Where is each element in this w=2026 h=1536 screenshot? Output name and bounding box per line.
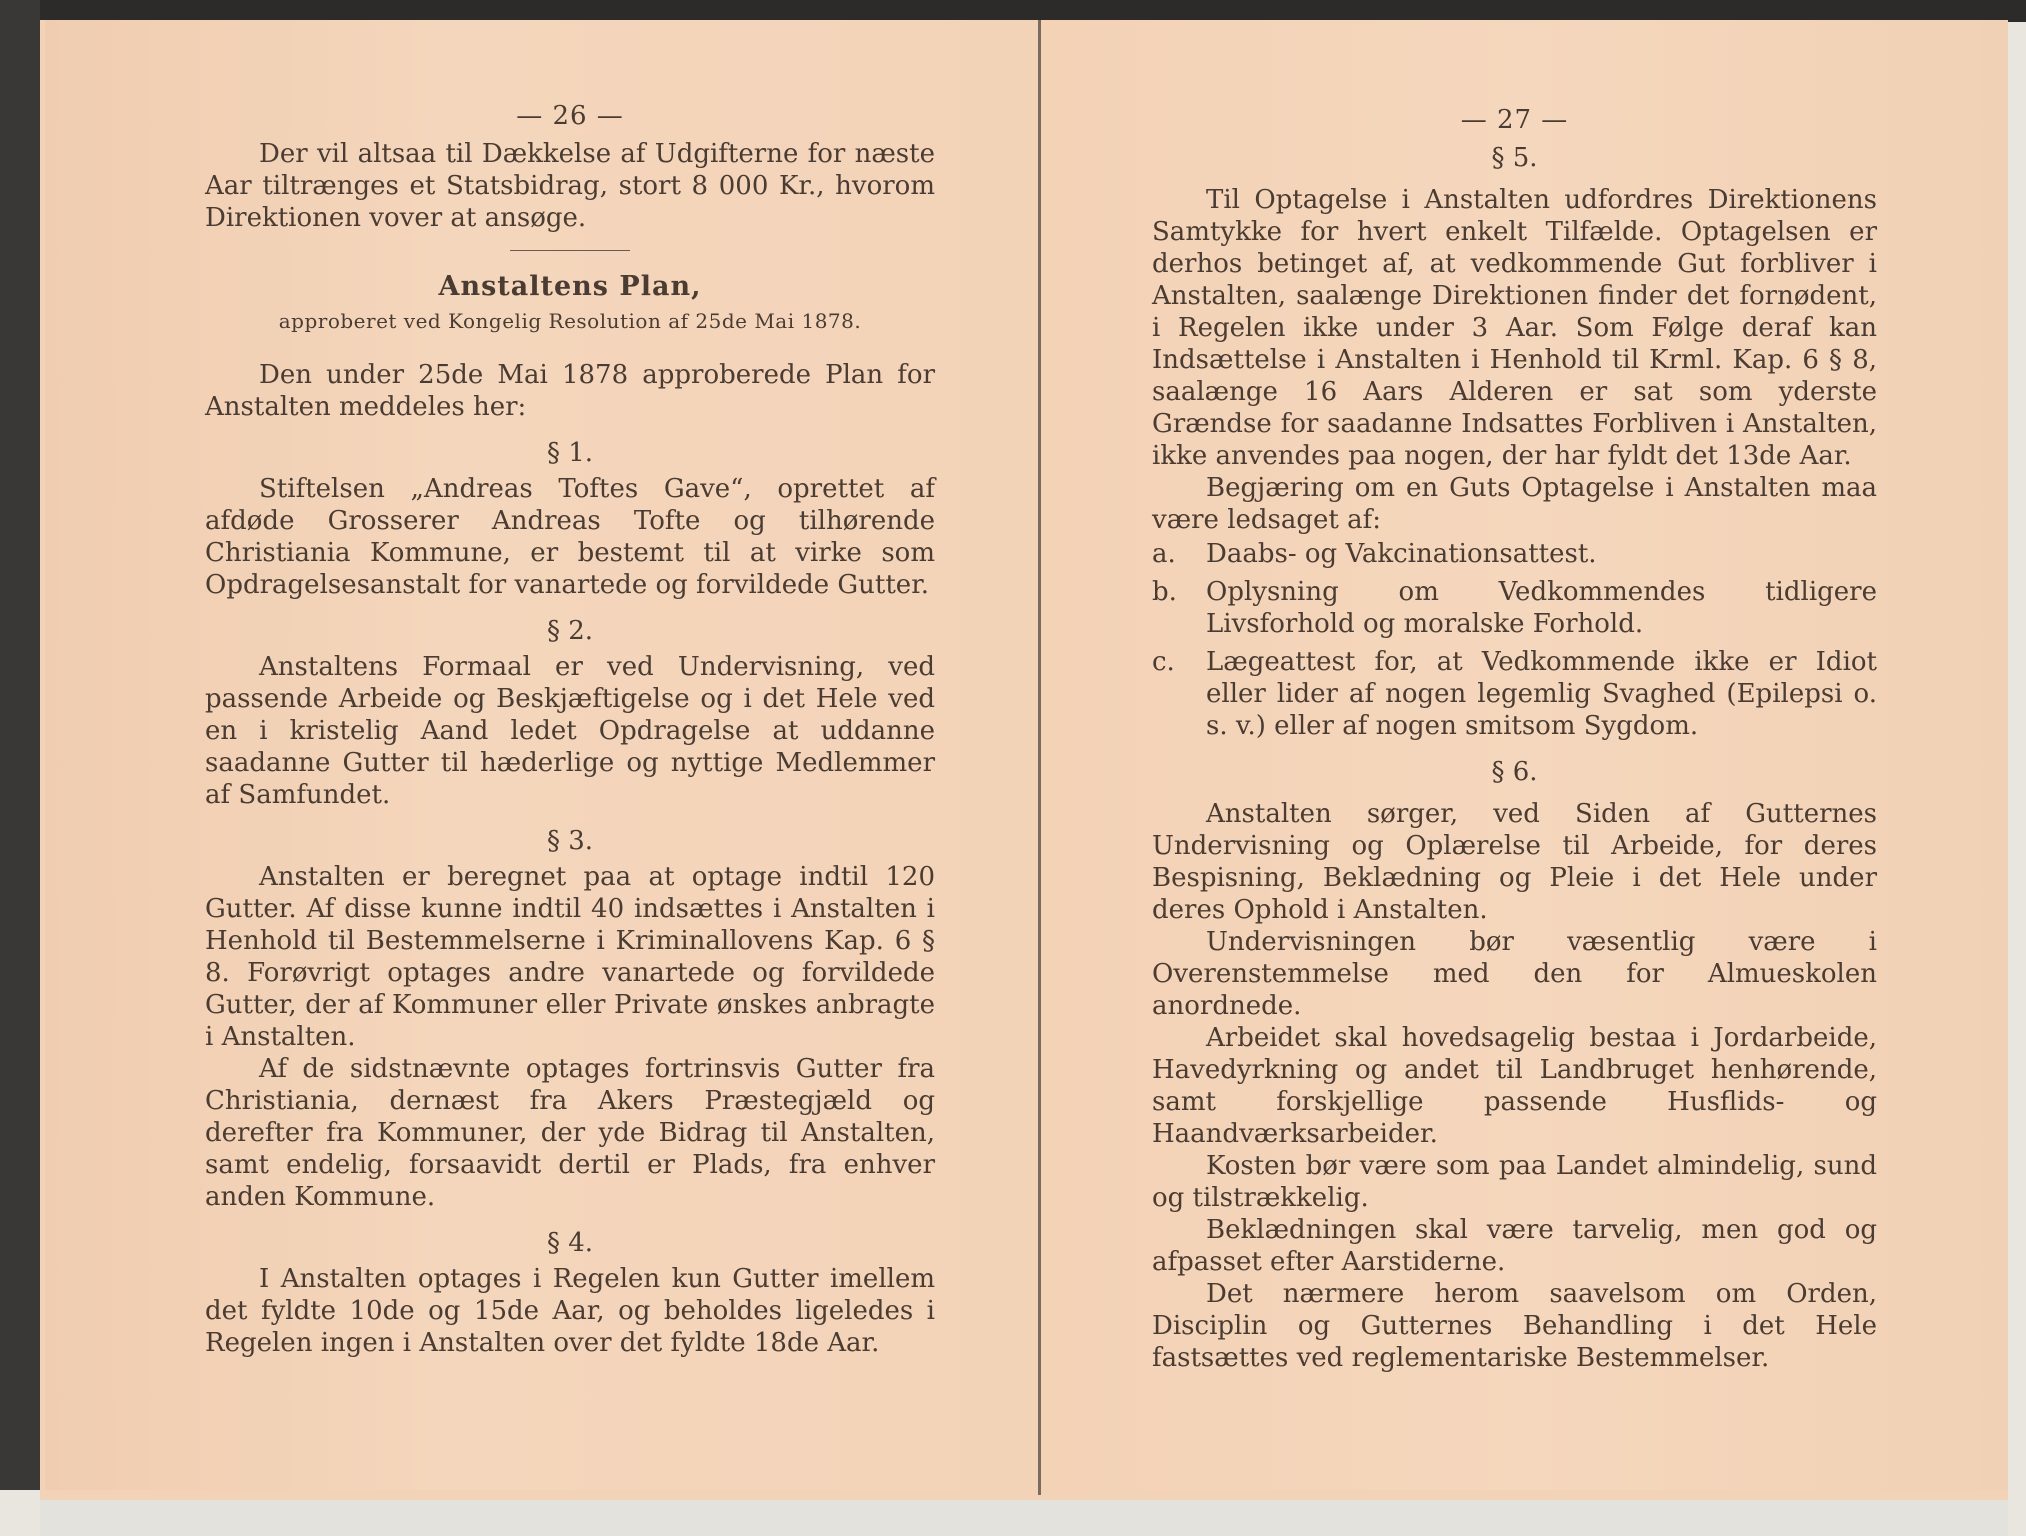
list-item-label: b.	[1152, 577, 1177, 607]
section-2-heading: § 2.	[546, 616, 594, 646]
plan-title: Anstaltens Plan,	[438, 271, 702, 302]
page-number-26: — 26 —	[516, 101, 624, 131]
scan-bottom-band	[40, 1500, 2008, 1536]
section-6-text-5: Beklædningen skal være tarvelig, men god og afpasset efter Aarstiderne.	[1152, 1215, 1877, 1277]
section-5-text-1: Til Optagelse i Anstalten udfordres Direktionens Samtykke for hvert enkelt Tilfælde. Optagelsen er derhos betinget af, at vedkommende Gut forbliver i Anstalten, saalænge Direktionen finder det fornødent, i Regelen ikke under 3 Aar. Som Følge deraf kan Indsættelse i Anstalten i Henhold til Krml. Kap. 6 § 8, saalænge 16 Aars Alderen er sat som yderste Grændse for saadanne Indsattes Forbliven i Anstalten, ikke anvendes paa nogen, der har fyldt det 13de Aar.	[1152, 185, 1877, 471]
book-gutter	[1038, 20, 1041, 1495]
section-divider	[510, 250, 630, 251]
list-item-label: c.	[1152, 647, 1175, 677]
list-item	[1152, 646, 1877, 742]
list-item-text: Oplysning om Vedkommendes tidligere Livsforhold og moralske Forhold.	[1206, 577, 1877, 639]
section-6-text-2: Undervisningen bør væsentlig være i Overenstemmelse med den for Almueskolen anordnede.	[1152, 927, 1877, 1021]
section-1-heading: § 1.	[546, 438, 594, 468]
list-item-text: Lægeattest for, at Vedkommende ikke er Idiot eller lider af nogen legemlig Svaghed (Epilepsi o. s. v.) eller af nogen smitsom Sygdom.	[1206, 647, 1877, 741]
section-6-text-1: Anstalten sørger, ved Siden af Gutternes Undervisning og Oplærelse til Arbeide, for deres Bespisning, Beklædning og Pleie i det Hele under deres Ophold i Anstalten.	[1152, 799, 1877, 925]
intro-paragraph: Der vil altsaa til Dækkelse af Udgifterne for næste Aar tiltrænges et Statsbidrag, stort 8 000 Kr., hvorom Direktionen vover at ansøge.	[205, 139, 935, 233]
page-number-27: — 27 —	[1460, 105, 1569, 135]
section-2-text: Anstaltens Formaal er ved Undervisning, ved passende Arbeide og Beskjæftigelse og i det Hele ved en i kristelig Aand ledet Opdragelse at uddanne saadanne Gutter til hæderlige og nyttige Medlemmer af Samfundet.	[205, 652, 935, 810]
list-item	[1152, 538, 1877, 570]
list-item-text: Daabs- og Vakcinationsattest.	[1206, 539, 1597, 569]
scan-top-border	[0, 0, 2026, 22]
plan-intro-paragraph: Den under 25de Mai 1878 approberede Plan for Anstalten meddeles her:	[205, 360, 935, 422]
section-4-text: I Anstalten optages i Regelen kun Gutter imellem det fyldte 10de og 15de Aar, og beholdes ligeledes i Regelen ingen i Anstalten over det fyldte 18de Aar.	[205, 1264, 935, 1358]
section-6-text-4: Kosten bør være som paa Landet almindelig, sund og tilstrækkelig.	[1152, 1151, 1877, 1213]
plan-subtitle: approberet ved Kongelig Resolution af 25de Mai 1878.	[278, 309, 862, 333]
section-4-heading: § 4.	[546, 1228, 594, 1258]
scan-left-border	[0, 0, 40, 1490]
list-item-label: a.	[1152, 539, 1176, 569]
left-page-text	[205, 100, 935, 1359]
list-item	[1152, 576, 1877, 640]
right-page-text	[1152, 104, 1877, 1374]
section-3-text-1: Anstalten er beregnet paa at optage indtil 120 Gutter. Af disse kunne indtil 40 indsættes i Anstalten i Henhold til Bestemmelserne i Kriminallovens Kap. 6 § 8. Forøvrigt optages andre vanartede og forvildede Gutter, der af Kommuner eller Private ønskes anbragte i Anstalten.	[205, 862, 935, 1052]
section-3-text-2: Af de sidstnævnte optages fortrinsvis Gutter fra Christiania, dernæst fra Akers Præstegjæld og derefter fra Kommuner, der yde Bidrag til Anstalten, samt endelig, forsaavidt dertil er Plads, fra enhver anden Kommune.	[205, 1054, 935, 1212]
section-6-text-6: Det nærmere herom saavelsom om Orden, Disciplin og Gutternes Behandling i det Hele fastsættes ved reglementariske Bestemmelser.	[1152, 1279, 1877, 1373]
section-5-heading: § 5.	[1491, 143, 1538, 173]
section-6-text-3: Arbeidet skal hovedsagelig bestaa i Jordarbeide, Havedyrkning og andet til Landbruget henhørende, samt forskjellige passende Husflids- og Haandværksarbeider.	[1152, 1023, 1877, 1149]
section-6-heading: § 6.	[1491, 757, 1538, 787]
section-1-text: Stiftelsen „Andreas Toftes Gave“, oprettet af afdøde Grosserer Andreas Tofte og tilhørende Christiania Kommune, er bestemt til at virke som Opdragelsesanstalt for vanartede og forvildede Gutter.	[205, 474, 935, 600]
section-3-heading: § 3.	[546, 826, 594, 856]
section-5-text-2: Begjæring om en Guts Optagelse i Anstalten maa være ledsaget af:	[1152, 473, 1877, 535]
